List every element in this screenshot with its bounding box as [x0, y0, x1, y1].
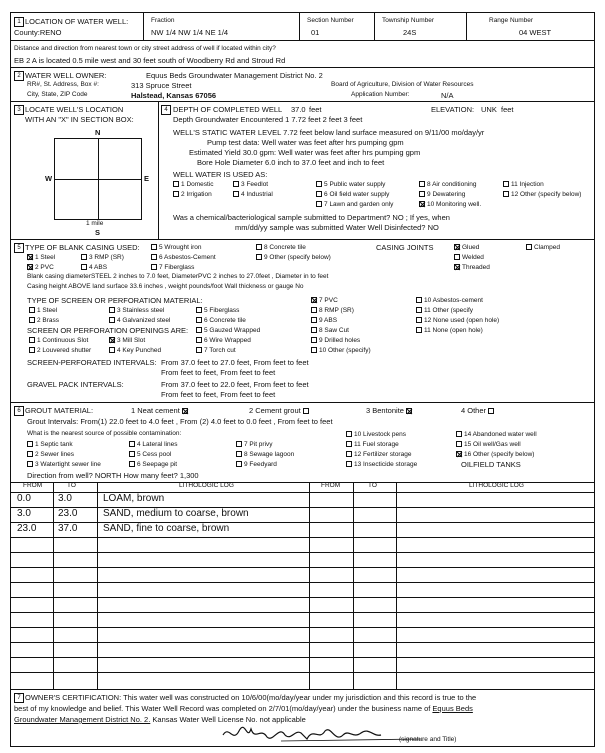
checkbox[interactable] — [503, 181, 509, 187]
checkbox[interactable] — [311, 317, 317, 323]
section-box[interactable] — [54, 138, 142, 220]
log-row-line — [11, 507, 594, 508]
casing-option[interactable]: 8 Concrete tile — [256, 244, 306, 252]
joint-option[interactable]: Threaded — [454, 264, 490, 272]
gravel-pack-label: GRAVEL PACK INTERVALS: — [27, 380, 124, 389]
section-number: 1 — [14, 17, 24, 27]
chemical-sample-line: Was a chemical/bacteriological sample submitted to Department? NO ; If yes, when — [173, 213, 450, 222]
locate-label: LOCATE WELL'S LOCATION — [25, 105, 124, 114]
checkbox[interactable] — [416, 307, 422, 313]
casing-option[interactable]: 5 Wrought iron — [151, 244, 202, 252]
screen-option[interactable]: 3 Stainless steel — [109, 307, 164, 315]
checkbox[interactable] — [196, 317, 202, 323]
checkbox[interactable] — [454, 254, 460, 260]
screen-intervals-line-1: From 37.0 feet to 27.0 feet, From feet to feet — [161, 358, 309, 367]
log-header-from: FROM — [23, 482, 43, 489]
checkbox[interactable] — [416, 317, 422, 323]
checkbox[interactable] — [316, 201, 322, 207]
distance-label: Distance and direction from nearest town or city street address of well if located within city? — [14, 45, 276, 52]
west-label: W — [45, 174, 53, 183]
address-value: 313 Spruce Street — [131, 81, 192, 90]
checkbox[interactable] — [29, 317, 35, 323]
contam-option[interactable]: 7 Pit privy — [236, 441, 273, 449]
checkbox[interactable] — [27, 461, 33, 467]
opening-option[interactable]: 5 Gauzed Wrapped — [196, 327, 260, 335]
checkbox[interactable] — [129, 451, 135, 457]
township-value: 24S — [403, 28, 417, 37]
log-to: 3.0 — [58, 493, 72, 504]
application-value: N/A — [441, 91, 454, 100]
openings-label: SCREEN OR PERFORATION OPENINGS ARE: — [27, 326, 189, 335]
opening-option[interactable]: 1 Continuous Slot — [29, 337, 88, 345]
checkbox[interactable] — [236, 451, 242, 457]
checkbox[interactable] — [151, 264, 157, 270]
opening-option[interactable]: 7 Torch cut — [196, 347, 236, 355]
casing-option[interactable]: 9 Other (specify below) — [256, 254, 331, 262]
checkbox[interactable] — [236, 461, 242, 467]
screen-option[interactable]: 8 RMP (SR) — [311, 307, 354, 315]
log-row-line — [11, 642, 594, 643]
depth-label: DEPTH OF COMPLETED WELL — [173, 105, 283, 114]
bore-line: Bore Hole Diameter 6.0 inch to 37.0 feet and inch to feet — [197, 158, 385, 167]
certification-line-3: Groundwater Management District No. 2. Kansas Water Well License No. not applicable — [14, 715, 306, 724]
casing-height-line: Casing height ABOVE land surface 33.6 inches , weight pounds/foot Wall thickness or gauge No — [27, 283, 304, 290]
use-option[interactable]: 5 Public water supply — [316, 181, 385, 189]
log-header-lithologic: LITHOLOGIC LOG — [179, 482, 234, 489]
contam-option[interactable]: 10 Livestock pens — [346, 431, 406, 439]
south-label: S — [95, 228, 101, 237]
use-label: WELL WATER IS USED AS: — [173, 170, 268, 179]
screen-option[interactable]: 9 ABS — [311, 317, 337, 325]
log-from: 3.0 — [17, 508, 31, 519]
checkbox[interactable] — [316, 191, 322, 197]
grout-option[interactable]: 2 Cement grout — [249, 407, 311, 415]
screen-option[interactable]: 10 Asbestos-cement — [416, 297, 483, 305]
log-row-line — [11, 552, 594, 553]
checkbox-checked[interactable] — [182, 408, 188, 414]
checkbox-checked[interactable] — [109, 337, 115, 343]
owner-value: Equus Beds Groundwater Management District No. 2 — [146, 71, 323, 80]
use-option[interactable]: 11 Injection — [503, 181, 544, 189]
checkbox[interactable] — [151, 254, 157, 260]
log-row-line — [11, 522, 594, 523]
locate-label-2: WITH AN "X" IN SECTION BOX: — [25, 115, 134, 124]
checkbox[interactable] — [256, 254, 262, 260]
certification-line-1: OWNER'S CERTIFICATION: This water well was constructed on 10/6/00(mo/day/year under my jurisdiction and this record is true to the — [25, 693, 477, 702]
contam-option[interactable]: 13 Insecticide storage — [346, 461, 417, 469]
log-description: SAND, medium to coarse, brown — [103, 508, 249, 519]
blank-casing-line: Blank casing diameterSTEEL 2 inches to 7.0 feet, DiameterPVC 2 inches to 27.0feet , Diameter in to feet — [27, 273, 329, 280]
screen-option[interactable]: 4 Galvanized steel — [109, 317, 170, 325]
pump-test-line: Pump test data: Well water was feet after hrs pumping gpm — [207, 138, 404, 147]
certification-line-2: best of my knowledge and belief. This Water Well Record was completed on 2/7/01(mo/day/year) under the business name of Equus Beds — [14, 704, 473, 713]
screen-intervals-label: SCREEN-PERFORATED INTERVALS: — [27, 358, 157, 367]
checkbox[interactable] — [196, 327, 202, 333]
screen-option[interactable]: 7 PVC — [311, 297, 338, 305]
contam-option[interactable]: 12 Fertilizer storage — [346, 451, 411, 459]
checkbox-checked[interactable] — [27, 254, 33, 260]
log-header-to-2: TO — [368, 482, 377, 489]
casing-option[interactable]: 2 PVC — [27, 264, 54, 272]
checkbox[interactable] — [129, 461, 135, 467]
use-option[interactable]: 1 Domestic — [173, 181, 214, 189]
direction-line: Direction from well? NORTH How many feet? 1,300 — [27, 471, 199, 480]
contam-option[interactable]: 8 Sewage lagoon — [236, 451, 294, 459]
section-number: 2 — [14, 71, 24, 81]
grout-option[interactable]: 3 Bentonite — [366, 407, 414, 415]
checkbox[interactable] — [81, 264, 87, 270]
section-number: 5 — [14, 243, 24, 253]
log-from: 23.0 — [17, 523, 37, 534]
opening-option[interactable]: 10 Other (specify) — [311, 347, 371, 355]
log-header-lithologic-2: LITHOLOGIC LOG — [469, 482, 524, 489]
screen-option[interactable]: 12 None used (open hole) — [416, 317, 499, 325]
checkbox[interactable] — [173, 191, 179, 197]
checkbox[interactable] — [109, 317, 115, 323]
use-option[interactable]: 4 Industrial — [233, 191, 273, 199]
range-label: Range Number — [489, 17, 534, 24]
checkbox[interactable] — [233, 181, 239, 187]
depth-unit: feet — [309, 105, 322, 114]
checkbox[interactable] — [416, 327, 422, 333]
fraction-value: NW 1/4 NW 1/4 NE 1/4 — [151, 28, 229, 37]
section-value: 01 — [311, 28, 320, 37]
use-option[interactable]: 6 Oil field water supply — [316, 191, 389, 199]
screen-option[interactable]: 2 Brass — [29, 317, 59, 325]
owner-label: WATER WELL OWNER: — [25, 71, 107, 80]
checkbox[interactable] — [419, 191, 425, 197]
contam-option-other[interactable]: 16 Other (specify below) — [456, 451, 534, 459]
checkbox[interactable] — [416, 297, 422, 303]
casing-option[interactable]: 4 ABS — [81, 264, 107, 272]
log-row-line — [11, 657, 594, 658]
log-to: 23.0 — [58, 508, 78, 519]
contam-option[interactable]: 1 Septic tank — [27, 441, 73, 449]
contam-other-value: OILFIELD TANKS — [461, 460, 521, 469]
checkbox[interactable] — [346, 441, 352, 447]
use-option[interactable]: 9 Dewatering — [419, 191, 465, 199]
range-value: 04 WEST — [519, 28, 552, 37]
checkbox[interactable] — [81, 254, 87, 260]
checkbox[interactable] — [456, 441, 462, 447]
contam-option[interactable]: 2 Sewer lines — [27, 451, 74, 459]
joint-option[interactable]: Welded — [454, 254, 484, 262]
checkbox[interactable] — [27, 441, 33, 447]
elevation-value: UNK — [481, 105, 497, 114]
distance-value: EB 2 A is located 0.5 mile west and 30 feet south of Woodberry Rd and Stroud Rd — [14, 56, 286, 65]
checkbox-checked[interactable] — [454, 244, 460, 250]
log-from: 0.0 — [17, 493, 31, 504]
joint-option[interactable]: Glued — [454, 244, 479, 252]
city-label: City, State, ZIP Code — [27, 91, 88, 98]
business-name: Equus Beds — [432, 704, 473, 713]
joint-option[interactable]: Clamped — [526, 244, 560, 252]
use-option[interactable]: 2 Irrigation — [173, 191, 212, 199]
county-value: County:RENO — [14, 28, 62, 37]
contam-option[interactable]: 15 Oil well/Gas well — [456, 441, 521, 449]
section-number: 6 — [14, 406, 24, 416]
grout-option[interactable]: 1 Neat cement — [131, 407, 190, 415]
use-option[interactable]: 7 Lawn and garden only — [316, 201, 393, 209]
township-label: Township Number — [382, 17, 435, 24]
checkbox[interactable] — [316, 181, 322, 187]
checkbox[interactable] — [173, 181, 179, 187]
log-row-line — [11, 492, 594, 493]
contam-option[interactable]: 3 Watertight sewer line — [27, 461, 101, 469]
grout-option[interactable]: 4 Other — [461, 407, 496, 415]
opening-option[interactable]: 9 Drilled holes — [311, 337, 360, 345]
use-option[interactable]: 12 Other (specify below) — [503, 191, 581, 199]
signature-caption: (signature and Title) — [399, 736, 457, 743]
opening-option[interactable]: 11 None (open hole) — [416, 327, 483, 335]
checkbox[interactable] — [303, 408, 309, 414]
casing-option[interactable]: 1 Steel — [27, 254, 55, 262]
casing-option[interactable]: 6 Asbestos-Cement — [151, 254, 216, 262]
static-level-line: WELL'S STATIC WATER LEVEL 7.72 feet below land surface measured on 9/11/00 mo/day/yr — [173, 128, 485, 137]
north-label: N — [95, 128, 101, 137]
checkbox[interactable] — [256, 244, 262, 250]
gravel-pack-line-1: From 37.0 feet to 22.0 feet, From feet to feet — [161, 380, 309, 389]
checkbox[interactable] — [311, 337, 317, 343]
screen-intervals-line-2: From feet to feet, From feet to feet — [161, 368, 276, 377]
opening-option[interactable]: 4 Key Punched — [109, 347, 161, 355]
screen-option[interactable]: 11 Other (specify — [416, 307, 473, 315]
checkbox-checked[interactable] — [27, 264, 33, 270]
checkbox[interactable] — [151, 244, 157, 250]
log-header-from-2: FROM — [321, 482, 341, 489]
checkbox-checked[interactable] — [311, 297, 317, 303]
contam-option[interactable]: 9 Feedyard — [236, 461, 277, 469]
groundwater-line: Depth Groundwater Encountered 1 7.72 feet 2 feet 3 feet — [173, 115, 363, 124]
section-number: 3 — [14, 105, 24, 115]
business-name-cont: Groundwater Management District No. 2. — [14, 715, 151, 724]
east-label: E — [144, 174, 150, 183]
elevation-unit: feet — [501, 105, 514, 114]
checkbox[interactable] — [129, 441, 135, 447]
application-label: Application Number: — [351, 91, 410, 98]
checkbox[interactable] — [503, 191, 509, 197]
checkbox[interactable] — [109, 347, 115, 353]
log-row-line — [11, 612, 594, 613]
log-description: SAND, fine to coarse, brown — [103, 523, 230, 534]
fraction-label: Fraction — [151, 17, 175, 24]
grout-label: GROUT MATERIAL: — [25, 406, 94, 415]
gravel-pack-line-2: From feet to feet, From feet to feet — [161, 390, 276, 399]
casing-label: TYPE OF BLANK CASING USED: — [25, 243, 140, 252]
contam-option[interactable]: 14 Abandoned water well — [456, 431, 537, 439]
checkbox[interactable] — [233, 191, 239, 197]
checkbox[interactable] — [419, 181, 425, 187]
casing-option[interactable]: 3 RMP (SR) — [81, 254, 124, 262]
section-label: Section Number — [307, 17, 354, 24]
log-header-to: TO — [67, 482, 76, 489]
opening-option[interactable]: 2 Louvered shutter — [29, 347, 91, 355]
checkbox-checked[interactable] — [456, 451, 462, 457]
yield-line: Estimated Yield 30.0 gpm: Well water was feet after hrs pumping gpm — [189, 148, 421, 157]
checkbox[interactable] — [311, 327, 317, 333]
use-option[interactable]: 3 Feedlot — [233, 181, 268, 189]
section-number: 4 — [161, 105, 171, 115]
contam-option[interactable]: 4 Lateral lines — [129, 441, 177, 449]
water-well-record-form — [10, 12, 595, 747]
opening-option[interactable]: 6 Wire Wrapped — [196, 337, 251, 345]
location-label: LOCATION OF WATER WELL: — [25, 17, 129, 26]
checkbox[interactable] — [196, 307, 202, 313]
opening-option[interactable]: 8 Saw Cut — [311, 327, 349, 335]
city-value: Halstead, Kansas 67056 — [131, 91, 217, 100]
address-label: RR#, St. Address, Box #: — [27, 81, 99, 88]
checkbox[interactable] — [29, 307, 35, 313]
checkbox[interactable] — [236, 441, 242, 447]
log-row-line — [11, 537, 594, 538]
checkbox[interactable] — [346, 431, 352, 437]
checkbox-checked[interactable] — [406, 408, 412, 414]
checkbox[interactable] — [27, 451, 33, 457]
casing-joints-label: CASING JOINTS — [376, 243, 434, 252]
checkbox[interactable] — [346, 461, 352, 467]
checkbox[interactable] — [29, 347, 35, 353]
disinfected-line: mm/dd/yy sample was submitted Water Well Disinfected? NO — [235, 223, 439, 232]
use-option-monitoring[interactable]: 10 Monitoring well. — [419, 201, 481, 209]
contamination-label: What is the nearest source of possible contamination: — [27, 430, 182, 437]
screen-label: TYPE OF SCREEN OR PERFORATION MATERIAL: — [27, 296, 203, 305]
depth-value: 37.0 — [291, 105, 306, 114]
casing-option[interactable]: 7 Fiberglass — [151, 264, 194, 272]
checkbox-checked[interactable] — [419, 201, 425, 207]
checkbox[interactable] — [311, 347, 317, 353]
scale-label: 1 mile — [86, 220, 104, 227]
log-row-line — [11, 597, 594, 598]
log-to: 37.0 — [58, 523, 78, 534]
log-row-line — [11, 672, 594, 673]
checkbox[interactable] — [456, 431, 462, 437]
opening-option[interactable]: 3 Mill Slot — [109, 337, 145, 345]
grout-intervals-line: Grout Intervals: From(1) 22.0 feet to 4.0 feet , From (2) 4.0 feet to 0.0 feet , From feet to feet — [27, 417, 333, 426]
checkbox[interactable] — [526, 244, 532, 250]
checkbox[interactable] — [196, 337, 202, 343]
screen-option[interactable]: 6 Concrete tile — [196, 317, 246, 325]
use-option[interactable]: 8 Air conditioning — [419, 181, 477, 189]
log-row-line — [11, 567, 594, 568]
screen-option[interactable]: 5 Fiberglass — [196, 307, 239, 315]
checkbox[interactable] — [488, 408, 494, 414]
section-number: 7 — [14, 693, 24, 703]
contam-option[interactable]: 6 Seepage pit — [129, 461, 177, 469]
checkbox[interactable] — [311, 307, 317, 313]
log-description: LOAM, brown — [103, 493, 165, 504]
log-row-line — [11, 627, 594, 628]
checkbox[interactable] — [109, 307, 115, 313]
contam-option[interactable]: 11 Fuel storage — [346, 441, 399, 449]
screen-option[interactable]: 1 Steel — [29, 307, 57, 315]
checkbox[interactable] — [346, 451, 352, 457]
board-text: Board of Agriculture, Division of Water Resources — [331, 81, 474, 88]
checkbox[interactable] — [196, 347, 202, 353]
log-row-line — [11, 582, 594, 583]
checkbox[interactable] — [29, 337, 35, 343]
contam-option[interactable]: 5 Cess pool — [129, 451, 171, 459]
elevation-label: ELEVATION: — [431, 105, 475, 114]
checkbox-checked[interactable] — [454, 264, 460, 270]
